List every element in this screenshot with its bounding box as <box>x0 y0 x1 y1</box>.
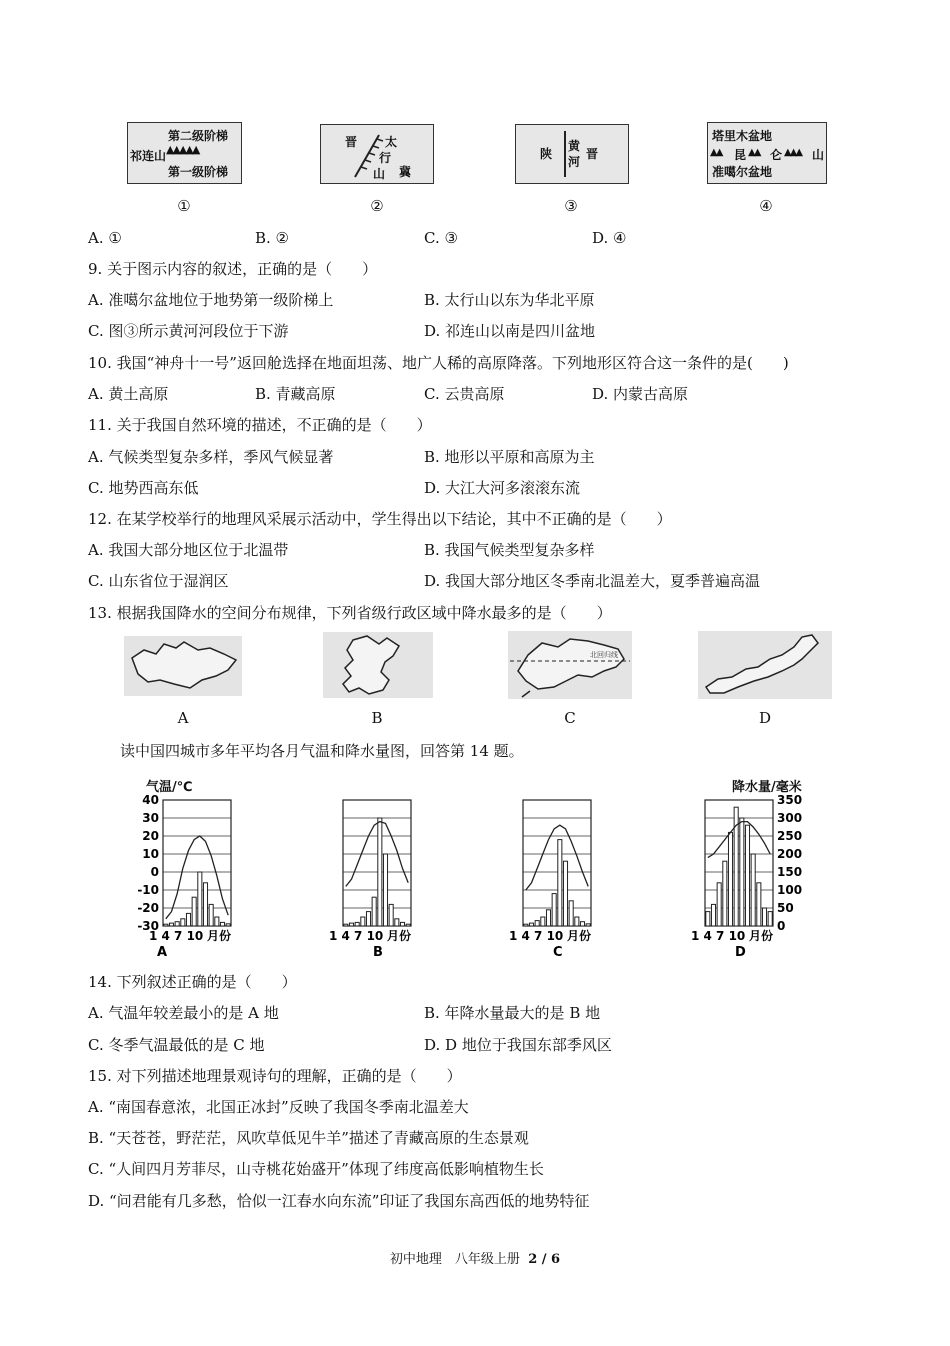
precip-bar <box>186 913 190 926</box>
fig2-text-hang: 行 <box>379 151 392 165</box>
mountain-range-icon <box>351 133 385 179</box>
q9-option-d[interactable]: D. 祁连山以南是四川盆地 <box>424 322 596 340</box>
q15-stem: 15. 对下列描述地理景观诗句的理解，正确的是（ ） <box>88 1067 462 1085</box>
q15-option-d[interactable]: D. “问君能有几多愁，恰似一江春水向东流”印证了我国东高西低的地势特征 <box>88 1192 590 1210</box>
precip-bar <box>586 924 590 926</box>
q8-label-3: ③ <box>564 197 578 215</box>
precip-bar <box>740 818 744 926</box>
precip-bar <box>757 883 761 926</box>
precip-bar <box>366 912 370 926</box>
q14-option-a[interactable]: A. 气温年较差最小的是 A 地 <box>88 1004 279 1022</box>
chart-label: D <box>735 945 746 960</box>
temp-tick: -20 <box>137 901 159 915</box>
q13-stem: 13. 根据我国降水的空间分布规律，下列省级行政区域中降水最多的是（ ） <box>88 604 612 622</box>
precip-bar <box>169 923 173 926</box>
precip-bar <box>558 840 562 926</box>
precip-bar <box>355 922 359 926</box>
precip-bar <box>711 904 715 926</box>
temp-tick: 0 <box>150 865 159 879</box>
precip-bar <box>552 894 556 926</box>
province-map-b <box>323 632 433 698</box>
precip-bar <box>546 910 550 926</box>
chart-label: C <box>553 945 563 960</box>
precip-bar <box>717 883 721 926</box>
q15-option-b[interactable]: B. “天苍苍，野茫茫，风吹草低见牛羊”描述了青藏高原的生态景观 <box>88 1129 529 1147</box>
q12-option-d[interactable]: D. 我国大部分地区冬季南北温差大，夏季普遍高温 <box>424 572 761 590</box>
precip-bar <box>406 924 410 926</box>
q8-label-4: ④ <box>759 197 773 215</box>
q14-intro: 读中国四城市多年平均各月气温和降水量图，回答第 14 题。 <box>120 742 524 760</box>
q13-label-d: D <box>758 709 772 727</box>
fig3-text-shaan: 陕 <box>540 147 553 161</box>
temp-axis-title: 气温/℃ <box>146 780 193 795</box>
q11-option-c[interactable]: C. 地势西高东低 <box>88 479 199 497</box>
precip-bar <box>768 912 772 926</box>
precip-bar <box>220 922 224 926</box>
precip-bar <box>226 924 230 926</box>
precip-bar <box>529 923 533 926</box>
precip-bar <box>192 897 196 926</box>
q9-stem: 9. 关于图示内容的叙述，正确的是（ ） <box>88 260 378 278</box>
fig4-text-tarim: 塔里木盆地 <box>712 129 773 143</box>
precip-bar <box>215 917 219 926</box>
fig2-text-jin: 晋 <box>345 135 358 149</box>
q8-figure-3 <box>515 124 629 184</box>
precip-bar <box>541 917 545 926</box>
fig1-text-upper: 第二级阶梯 <box>168 129 229 143</box>
fig2-text-tai: 太 <box>385 135 398 149</box>
q8-option-a[interactable]: A. ① <box>88 229 122 247</box>
precip-bar <box>344 924 348 926</box>
precip-bar <box>395 919 399 926</box>
precip-bar <box>203 883 207 926</box>
fig2-text-ji: 冀 <box>399 165 412 179</box>
chart-label: B <box>373 945 383 960</box>
fig1-text-left: 祁连山 <box>130 149 167 163</box>
q8-option-d[interactable]: D. ④ <box>592 229 627 247</box>
q14-option-d[interactable]: D. D 地位于我国东部季风区 <box>424 1036 612 1054</box>
page-number: 2 / 6 <box>528 1252 561 1267</box>
q14-option-b[interactable]: B. 年降水量最大的是 B 地 <box>424 1004 601 1022</box>
q14-stem: 14. 下列叙述正确的是（ ） <box>88 973 297 991</box>
precip-bar <box>745 825 749 926</box>
month-ticks: 1 4 7 10 <box>149 929 204 943</box>
q10-option-b[interactable]: B. 青藏高原 <box>255 385 336 403</box>
q13-label-a: A <box>177 709 189 727</box>
precip-bar <box>361 917 365 926</box>
q10-option-c[interactable]: C. 云贵高原 <box>424 385 505 403</box>
precip-bar <box>181 919 185 926</box>
q9-option-b[interactable]: B. 太行山以东为华北平原 <box>424 291 595 309</box>
month-unit: 月份 <box>207 929 232 943</box>
temperature-line <box>526 825 588 890</box>
province-map-a <box>124 636 242 696</box>
q12-option-c[interactable]: C. 山东省位于湿润区 <box>88 572 229 590</box>
q8-figure-1 <box>127 122 242 184</box>
q14-option-c[interactable]: C. 冬季气温最低的是 C 地 <box>88 1036 265 1054</box>
page-footer <box>0 1248 950 1267</box>
temp-tick: 10 <box>142 847 159 861</box>
temp-tick: -10 <box>137 883 159 897</box>
fig3-text-jin: 晋 <box>586 147 599 161</box>
precip-tick: 200 <box>777 847 803 861</box>
chart-frame <box>523 800 591 926</box>
precip-bar <box>378 818 382 926</box>
q9-option-c[interactable]: C. 图③所示黄河河段位于下游 <box>88 322 289 340</box>
month-ticks: 1 4 7 10 <box>329 929 384 943</box>
q8-label-2: ② <box>370 197 384 215</box>
precip-bar <box>751 854 755 926</box>
precip-tick: 300 <box>777 811 803 825</box>
tropic-label: 北回归线 <box>590 651 618 659</box>
precip-axis-title: 降水量/毫米 <box>732 780 802 795</box>
precip-bar <box>575 917 579 926</box>
precip-tick: 150 <box>777 865 803 879</box>
precip-bar <box>762 908 766 926</box>
precip-bar <box>569 901 573 926</box>
fig3-text-he: 河 <box>568 155 581 169</box>
q12-stem: 12. 在某学校举行的地理风采展示活动中，学生得出以下结论，其中不正确的是（ ） <box>88 510 672 528</box>
temp-tick: 20 <box>142 829 159 843</box>
q12-option-b[interactable]: B. 我国气候类型复杂多样 <box>424 541 595 559</box>
q10-option-a[interactable]: A. 黄土高原 <box>88 385 169 403</box>
precip-bar <box>198 872 202 926</box>
province-map-d <box>698 631 832 699</box>
precip-bar <box>383 854 387 926</box>
precip-bar <box>209 904 213 926</box>
province-map-c <box>508 631 632 699</box>
q13-label-c: C <box>564 709 576 727</box>
precip-bar <box>400 922 404 926</box>
precip-bar <box>728 832 732 926</box>
precip-bar <box>563 861 567 926</box>
q9-option-a[interactable]: A. 准噶尔盆地位于地势第一级阶梯上 <box>88 291 334 309</box>
precip-tick: 250 <box>777 829 803 843</box>
precip-tick: 0 <box>777 919 786 933</box>
month-ticks: 1 4 7 10 <box>509 929 564 943</box>
fig4-text-lun: 仑 <box>770 148 783 162</box>
temp-tick: 40 <box>142 793 159 807</box>
fig2-text-shan: 山 <box>373 167 386 181</box>
q11-stem: 11. 关于我国自然环境的描述，不正确的是（ ） <box>88 416 432 434</box>
precip-bar <box>723 861 727 926</box>
footer-title: 初中地理 八年级上册 <box>389 1252 520 1267</box>
river-line <box>564 131 566 177</box>
month-unit: 月份 <box>749 929 774 943</box>
q10-option-d[interactable]: D. 内蒙古高原 <box>592 385 689 403</box>
temperature-line <box>166 836 228 919</box>
q13-label-b: B <box>371 709 383 727</box>
precip-bar <box>524 924 528 926</box>
fig4-text-kun: 昆 <box>734 148 747 162</box>
temp-tick: -30 <box>137 919 159 933</box>
q15-option-c[interactable]: C. “人间四月芳菲尽，山寺桃花始盛开”体现了纬度高低影响植物生长 <box>88 1160 544 1178</box>
precip-tick: 50 <box>777 901 794 915</box>
precip-bar <box>349 923 353 926</box>
q8-figure-4 <box>707 122 827 184</box>
fig4-text-junggar: 准噶尔盆地 <box>712 165 773 179</box>
fig4-text-shan: 山 <box>812 148 825 162</box>
precip-bar <box>372 897 376 926</box>
q8-figure-2 <box>320 124 434 184</box>
precip-tick: 100 <box>777 883 803 897</box>
mountain-icon: ▲▲ <box>748 147 760 158</box>
q8-option-b[interactable]: B. ② <box>255 229 290 247</box>
month-ticks: 1 4 7 10 <box>691 929 746 943</box>
q11-option-d[interactable]: D. 大江大河多滚滚东流 <box>424 479 581 497</box>
precip-bar <box>535 921 539 926</box>
precip-bar <box>389 904 393 926</box>
precip-tick: 350 <box>777 793 803 807</box>
q11-option-b[interactable]: B. 地形以平原和高原为主 <box>424 448 595 466</box>
month-unit: 月份 <box>567 929 592 943</box>
mountain-icon: ▲▲▲▲▲ <box>166 143 199 156</box>
temperature-line <box>708 822 770 858</box>
precip-bar <box>706 912 710 926</box>
q8-label-1: ① <box>177 197 191 215</box>
climate-charts <box>0 790 950 960</box>
q11-option-a[interactable]: A. 气候类型复杂多样，季风气候显著 <box>88 448 334 466</box>
precip-bar <box>580 922 584 926</box>
precip-bar <box>175 922 179 926</box>
q12-option-a[interactable]: A. 我国大部分地区位于北温带 <box>88 541 289 559</box>
q15-option-a[interactable]: A. “南国春意浓，北国正冰封”反映了我国冬季南北温差大 <box>88 1098 469 1116</box>
mountain-icon: ▲▲▲ <box>784 147 802 158</box>
q8-option-c[interactable]: C. ③ <box>424 229 458 247</box>
chart-label: A <box>157 945 168 960</box>
fig3-text-huang: 黄 <box>568 139 581 153</box>
precip-bar <box>164 924 168 926</box>
q10-stem: 10. 我国“神舟十一号”返回舱选择在地面坦荡、地广人稀的高原降落。下列地形区符合这一条件的是( ) <box>88 354 789 372</box>
temp-tick: 30 <box>142 811 159 825</box>
month-unit: 月份 <box>387 929 412 943</box>
mountain-icon: ▲▲ <box>710 147 722 158</box>
fig1-text-lower: 第一级阶梯 <box>168 165 229 179</box>
